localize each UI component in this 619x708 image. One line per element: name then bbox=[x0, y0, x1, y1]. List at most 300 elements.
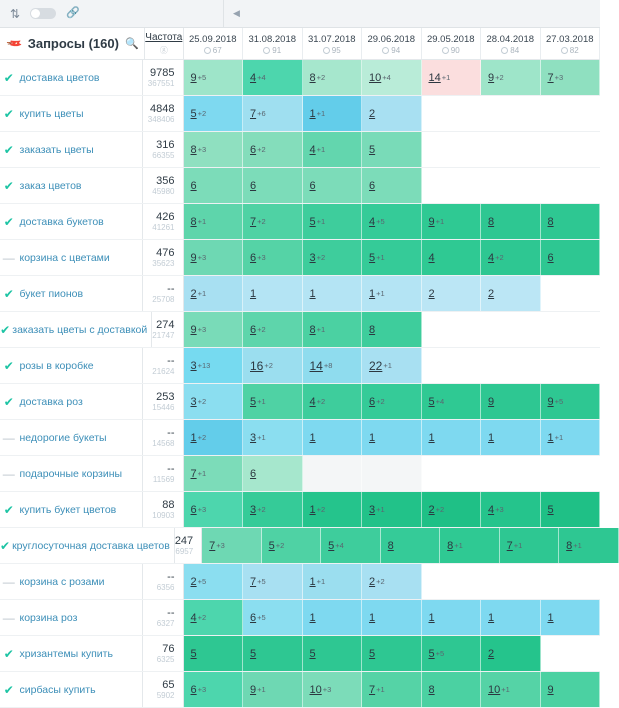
date-header-cell[interactable] bbox=[243, 28, 303, 59]
position-value: 10 bbox=[488, 683, 501, 696]
row-unchecked-icon[interactable] bbox=[0, 564, 18, 599]
position-value: 10 bbox=[369, 71, 382, 84]
position-cell[interactable] bbox=[184, 672, 244, 707]
row-checked-icon[interactable] bbox=[0, 276, 18, 311]
position-cell[interactable] bbox=[303, 456, 363, 491]
position-cell[interactable] bbox=[362, 564, 422, 599]
table-body[interactable] bbox=[0, 60, 600, 700]
position-cell[interactable] bbox=[184, 600, 244, 635]
position-cell[interactable] bbox=[243, 204, 303, 239]
position-cell[interactable] bbox=[422, 204, 482, 239]
position-cell[interactable] bbox=[362, 168, 422, 203]
table-row[interactable] bbox=[0, 600, 600, 636]
position-cell[interactable] bbox=[362, 672, 422, 707]
query-cell[interactable] bbox=[18, 564, 143, 599]
position-cell[interactable] bbox=[481, 96, 541, 131]
table-row[interactable] bbox=[0, 420, 600, 456]
position-value: 5 bbox=[268, 539, 275, 552]
table-row[interactable] bbox=[0, 384, 600, 420]
check-icon: ✔ bbox=[3, 286, 14, 301]
date-header-count bbox=[501, 46, 519, 55]
position-cell[interactable] bbox=[422, 564, 482, 599]
position-cell[interactable] bbox=[541, 132, 601, 167]
position-value: 9 bbox=[547, 395, 554, 408]
position-cell[interactable] bbox=[184, 384, 244, 419]
position-cell[interactable] bbox=[243, 132, 303, 167]
table-row[interactable] bbox=[0, 456, 600, 492]
position-value: 7 bbox=[369, 683, 376, 696]
row-checked-icon[interactable] bbox=[0, 168, 18, 203]
position-cell[interactable] bbox=[303, 168, 363, 203]
position-delta: +2 bbox=[257, 217, 266, 226]
position-cell[interactable] bbox=[541, 672, 601, 707]
position-cell[interactable] bbox=[541, 384, 601, 419]
frequency-subvalue: 5902 bbox=[156, 690, 175, 700]
table-row[interactable] bbox=[0, 276, 600, 312]
position-value: 7 bbox=[506, 539, 513, 552]
date-header-cell[interactable] bbox=[541, 28, 601, 59]
row-checked-icon[interactable] bbox=[0, 132, 18, 167]
frequency-subvalue: 6957 bbox=[175, 546, 194, 556]
position-cell[interactable] bbox=[422, 456, 482, 491]
position-value: 1 bbox=[547, 611, 554, 624]
link-icon[interactable]: 🔗 bbox=[66, 7, 80, 19]
position-cells bbox=[184, 240, 601, 275]
chevron-left-icon[interactable]: ◀ bbox=[233, 8, 240, 18]
row-checked-icon[interactable] bbox=[0, 348, 18, 383]
position-cell[interactable] bbox=[541, 564, 601, 599]
table-row[interactable] bbox=[0, 240, 600, 276]
position-cell[interactable] bbox=[303, 348, 363, 383]
table-row[interactable] bbox=[0, 528, 600, 564]
position-cell[interactable] bbox=[541, 276, 601, 311]
row-checked-icon[interactable] bbox=[0, 636, 18, 671]
position-cell[interactable] bbox=[243, 96, 303, 131]
position-cell[interactable] bbox=[422, 636, 482, 671]
query-text: подарочные корзины bbox=[19, 467, 123, 480]
position-delta: +1 bbox=[573, 541, 582, 550]
position-delta: +2 bbox=[316, 253, 326, 262]
date-header-cell[interactable] bbox=[481, 28, 541, 59]
position-delta: +1 bbox=[435, 217, 445, 226]
position-cell[interactable] bbox=[481, 204, 541, 239]
date-header-count-value: 84 bbox=[510, 46, 520, 55]
position-value: 2 bbox=[369, 575, 376, 588]
position-cell[interactable] bbox=[303, 60, 363, 95]
search-icon[interactable]: 🔍 bbox=[124, 38, 139, 50]
query-cell[interactable] bbox=[18, 456, 143, 491]
position-cell[interactable] bbox=[362, 240, 422, 275]
position-cell[interactable] bbox=[362, 132, 422, 167]
frequency-value: 76 bbox=[162, 642, 175, 655]
position-value: 8 bbox=[428, 683, 435, 696]
position-cells bbox=[184, 564, 601, 599]
position-value: 1 bbox=[309, 107, 316, 120]
position-delta: +1 bbox=[554, 433, 564, 442]
position-cell[interactable] bbox=[381, 528, 441, 563]
date-header-group bbox=[184, 28, 601, 59]
table-row[interactable] bbox=[0, 132, 600, 168]
frequency-cell bbox=[143, 348, 184, 383]
position-cell[interactable] bbox=[184, 168, 244, 203]
position-cell[interactable] bbox=[481, 492, 541, 527]
position-cell[interactable] bbox=[243, 168, 303, 203]
position-value: 1 bbox=[190, 431, 197, 444]
position-cell[interactable] bbox=[541, 348, 601, 383]
position-cells bbox=[184, 96, 601, 131]
position-cell[interactable] bbox=[481, 276, 541, 311]
toolbar bbox=[0, 0, 600, 28]
frequency-subvalue: 348406 bbox=[147, 114, 175, 124]
row-checked-icon[interactable] bbox=[0, 672, 18, 707]
position-cell[interactable] bbox=[362, 276, 422, 311]
position-value: 6 bbox=[190, 503, 197, 516]
position-cell[interactable] bbox=[243, 564, 303, 599]
row-unchecked-icon[interactable] bbox=[0, 240, 18, 275]
date-header-count-value: 82 bbox=[569, 46, 579, 55]
date-header-count-value: 90 bbox=[450, 46, 460, 55]
position-value: 8 bbox=[309, 323, 316, 336]
position-cell[interactable] bbox=[243, 276, 303, 311]
position-value: 10 bbox=[309, 683, 322, 696]
position-delta: +1 bbox=[376, 289, 385, 298]
position-cell[interactable] bbox=[184, 276, 244, 311]
row-checked-icon[interactable] bbox=[0, 528, 10, 563]
position-cell[interactable] bbox=[541, 420, 601, 455]
row-checked-icon[interactable] bbox=[0, 312, 10, 347]
date-header-count bbox=[382, 46, 400, 55]
position-cell[interactable] bbox=[422, 132, 482, 167]
position-value: 3 bbox=[190, 359, 197, 372]
position-value: 1 bbox=[309, 287, 316, 300]
position-cell[interactable] bbox=[422, 276, 482, 311]
row-checked-icon[interactable] bbox=[0, 492, 18, 527]
position-cell[interactable] bbox=[243, 420, 303, 455]
position-delta: +1 bbox=[316, 109, 326, 118]
position-cell[interactable] bbox=[422, 168, 482, 203]
date-header-cell[interactable] bbox=[422, 28, 482, 59]
frequency-value: 4848 bbox=[150, 102, 175, 115]
position-cell[interactable] bbox=[422, 240, 482, 275]
date-header-count-value: 91 bbox=[272, 46, 282, 55]
frequency-header-sub: ⓖ bbox=[159, 45, 168, 55]
query-cell[interactable] bbox=[18, 240, 143, 275]
position-cell[interactable] bbox=[184, 636, 244, 671]
clock-icon bbox=[382, 47, 389, 54]
table-row[interactable] bbox=[0, 168, 600, 204]
position-cell[interactable] bbox=[321, 528, 381, 563]
frequency-cell bbox=[143, 276, 184, 311]
position-value: 9 bbox=[547, 683, 554, 696]
check-icon: ✔ bbox=[0, 322, 11, 337]
row-checked-icon[interactable] bbox=[0, 204, 18, 239]
query-text: букет пионов bbox=[19, 287, 84, 300]
query-cell[interactable] bbox=[18, 636, 143, 671]
position-cell[interactable] bbox=[303, 492, 363, 527]
position-cell[interactable] bbox=[440, 528, 500, 563]
position-cell[interactable] bbox=[422, 420, 482, 455]
query-cell[interactable] bbox=[18, 276, 143, 311]
position-cell[interactable] bbox=[184, 60, 244, 95]
query-cell[interactable] bbox=[18, 420, 143, 455]
position-value: 9 bbox=[190, 323, 197, 336]
table-row[interactable] bbox=[0, 312, 600, 348]
position-cell[interactable] bbox=[184, 348, 244, 383]
frequency-subvalue: 66355 bbox=[152, 150, 175, 160]
position-delta: +1 bbox=[197, 217, 207, 226]
position-cell[interactable] bbox=[303, 636, 363, 671]
table-row[interactable] bbox=[0, 60, 600, 96]
position-value: 6 bbox=[250, 143, 257, 156]
query-cell[interactable] bbox=[18, 96, 143, 131]
position-cell[interactable] bbox=[541, 600, 601, 635]
position-value: 7 bbox=[250, 107, 257, 120]
row-checked-icon[interactable] bbox=[0, 96, 18, 131]
position-cell[interactable] bbox=[243, 240, 303, 275]
query-cell[interactable] bbox=[18, 204, 143, 239]
table-row[interactable] bbox=[0, 348, 600, 384]
position-value: 5 bbox=[328, 539, 335, 552]
dash-icon: — bbox=[2, 466, 15, 481]
position-cell[interactable] bbox=[184, 132, 244, 167]
position-cell[interactable] bbox=[243, 60, 303, 95]
position-cell[interactable] bbox=[303, 240, 363, 275]
sort-icon[interactable]: ⇅ bbox=[10, 6, 21, 21]
date-header-cell[interactable] bbox=[184, 28, 244, 59]
position-cell[interactable] bbox=[422, 348, 482, 383]
query-cell[interactable] bbox=[18, 348, 143, 383]
position-cell[interactable] bbox=[559, 528, 619, 563]
position-delta: +3 bbox=[216, 541, 225, 550]
position-cell[interactable] bbox=[184, 456, 244, 491]
query-cell[interactable] bbox=[18, 132, 143, 167]
position-cell[interactable] bbox=[303, 204, 363, 239]
position-cell[interactable] bbox=[362, 96, 422, 131]
position-cell[interactable] bbox=[243, 492, 303, 527]
position-cell[interactable] bbox=[303, 384, 363, 419]
position-cell[interactable] bbox=[184, 312, 244, 347]
position-delta: +6 bbox=[257, 109, 266, 118]
position-cell[interactable] bbox=[362, 600, 422, 635]
clock-icon bbox=[501, 47, 508, 54]
table-row[interactable] bbox=[0, 204, 600, 240]
position-value: 4 bbox=[190, 611, 197, 624]
position-cell[interactable] bbox=[422, 672, 482, 707]
position-delta: +5 bbox=[197, 577, 207, 586]
position-value: 7 bbox=[209, 539, 216, 552]
position-cell[interactable] bbox=[303, 96, 363, 131]
position-cell[interactable] bbox=[541, 492, 601, 527]
position-cell[interactable] bbox=[243, 348, 303, 383]
position-value: 16 bbox=[250, 358, 264, 373]
position-cell[interactable] bbox=[303, 672, 363, 707]
position-cell[interactable] bbox=[184, 564, 244, 599]
position-cell[interactable] bbox=[481, 636, 541, 671]
position-value: 6 bbox=[250, 611, 257, 624]
position-value: 8 bbox=[309, 71, 316, 84]
position-cell[interactable] bbox=[262, 528, 322, 563]
position-cell[interactable] bbox=[422, 600, 482, 635]
position-cell[interactable] bbox=[184, 492, 244, 527]
date-header-date: 29.05.2018 bbox=[426, 34, 475, 45]
position-cell[interactable] bbox=[481, 168, 541, 203]
position-cell[interactable] bbox=[362, 60, 422, 95]
position-cell[interactable] bbox=[303, 132, 363, 167]
position-cell[interactable] bbox=[422, 312, 482, 347]
position-cell[interactable] bbox=[303, 420, 363, 455]
position-delta: +2 bbox=[264, 361, 273, 370]
position-cell[interactable] bbox=[243, 456, 303, 491]
frequency-subvalue: 367551 bbox=[147, 78, 175, 88]
toggle-switch-icon[interactable] bbox=[30, 8, 56, 19]
position-cell[interactable] bbox=[303, 600, 363, 635]
query-cell[interactable] bbox=[18, 168, 143, 203]
position-delta: +1 bbox=[454, 541, 463, 550]
position-cell[interactable] bbox=[303, 564, 363, 599]
toolbar-left-group bbox=[0, 0, 224, 27]
position-cell[interactable] bbox=[541, 96, 601, 131]
position-value: 1 bbox=[309, 431, 316, 444]
position-cell[interactable] bbox=[362, 420, 422, 455]
position-cell[interactable] bbox=[481, 600, 541, 635]
row-unchecked-icon[interactable] bbox=[0, 456, 18, 491]
position-cell[interactable] bbox=[362, 384, 422, 419]
frequency-subvalue: 21624 bbox=[152, 366, 175, 376]
position-delta: +2 bbox=[275, 541, 285, 550]
query-cell[interactable] bbox=[18, 672, 143, 707]
position-cell[interactable] bbox=[481, 132, 541, 167]
query-text: заказ цветов bbox=[19, 179, 82, 192]
query-cell[interactable] bbox=[10, 312, 152, 347]
position-value: 14 bbox=[428, 71, 441, 84]
position-value: 5 bbox=[369, 251, 376, 264]
position-cell[interactable] bbox=[422, 384, 482, 419]
position-cell[interactable] bbox=[481, 564, 541, 599]
frequency-header-cell[interactable] bbox=[145, 28, 183, 59]
table-row[interactable] bbox=[0, 636, 600, 672]
position-delta: +2 bbox=[257, 325, 266, 334]
date-header-date: 31.08.2018 bbox=[248, 34, 297, 45]
position-cell[interactable] bbox=[362, 348, 422, 383]
frequency-cell bbox=[143, 420, 184, 455]
position-value: 5 bbox=[369, 143, 376, 156]
position-cell[interactable] bbox=[243, 384, 303, 419]
position-delta: +2 bbox=[316, 397, 326, 406]
position-cell[interactable] bbox=[541, 240, 601, 275]
table-row[interactable] bbox=[0, 672, 600, 708]
frequency-value: 476 bbox=[156, 246, 175, 259]
position-cell[interactable] bbox=[243, 672, 303, 707]
position-value: 6 bbox=[547, 251, 554, 264]
position-value: 5 bbox=[190, 647, 197, 660]
position-cell[interactable] bbox=[481, 240, 541, 275]
position-cell[interactable] bbox=[362, 492, 422, 527]
position-delta: +2 bbox=[257, 505, 266, 514]
position-cell[interactable] bbox=[541, 204, 601, 239]
position-cell[interactable] bbox=[362, 456, 422, 491]
frequency-subvalue: 45980 bbox=[152, 186, 175, 196]
query-text: корзина с розами bbox=[19, 575, 105, 588]
position-delta: +5 bbox=[257, 613, 266, 622]
position-cell[interactable] bbox=[541, 456, 601, 491]
position-cell[interactable] bbox=[243, 636, 303, 671]
position-cell[interactable] bbox=[422, 492, 482, 527]
position-cell[interactable] bbox=[362, 312, 422, 347]
position-cell[interactable] bbox=[481, 312, 541, 347]
position-value: 4 bbox=[309, 143, 316, 156]
position-cells bbox=[202, 528, 619, 563]
query-cell[interactable] bbox=[18, 492, 143, 527]
position-cell[interactable] bbox=[362, 204, 422, 239]
position-cell[interactable] bbox=[541, 312, 601, 347]
query-cell[interactable] bbox=[10, 528, 175, 563]
date-header-cell[interactable] bbox=[303, 28, 363, 59]
query-cell[interactable] bbox=[18, 60, 143, 95]
query-cell[interactable] bbox=[18, 384, 143, 419]
frequency-cell bbox=[143, 204, 184, 239]
clock-icon bbox=[442, 47, 449, 54]
position-cell[interactable] bbox=[481, 384, 541, 419]
position-cell[interactable] bbox=[362, 636, 422, 671]
position-cell[interactable] bbox=[541, 636, 601, 671]
position-cell[interactable] bbox=[481, 456, 541, 491]
position-cell[interactable] bbox=[541, 168, 601, 203]
position-cell[interactable] bbox=[481, 60, 541, 95]
position-cell[interactable] bbox=[481, 672, 541, 707]
position-cell[interactable] bbox=[541, 60, 601, 95]
row-unchecked-icon[interactable] bbox=[0, 420, 18, 455]
position-delta: +4 bbox=[335, 541, 344, 550]
query-cell[interactable] bbox=[18, 600, 143, 635]
position-value: 9 bbox=[488, 395, 495, 408]
row-checked-icon[interactable] bbox=[0, 60, 18, 95]
position-cell[interactable] bbox=[202, 528, 262, 563]
position-cell[interactable] bbox=[184, 204, 244, 239]
date-header-cell[interactable] bbox=[362, 28, 422, 59]
frequency-subvalue: 35623 bbox=[152, 258, 175, 268]
position-cell[interactable] bbox=[184, 96, 244, 131]
frequency-cell bbox=[143, 240, 184, 275]
position-cell[interactable] bbox=[243, 312, 303, 347]
position-cell[interactable] bbox=[303, 312, 363, 347]
position-cells bbox=[184, 384, 601, 419]
position-delta: +1 bbox=[316, 145, 326, 154]
position-cell[interactable] bbox=[422, 60, 482, 95]
row-unchecked-icon[interactable] bbox=[0, 600, 18, 635]
frequency-cell bbox=[175, 528, 202, 563]
position-cell[interactable] bbox=[481, 420, 541, 455]
position-cell[interactable] bbox=[243, 600, 303, 635]
position-cell[interactable] bbox=[184, 420, 244, 455]
position-cell[interactable] bbox=[303, 276, 363, 311]
table-row[interactable] bbox=[0, 96, 600, 132]
row-checked-icon[interactable] bbox=[0, 384, 18, 419]
position-value: 6 bbox=[309, 179, 316, 192]
position-cell[interactable] bbox=[184, 240, 244, 275]
position-cell[interactable] bbox=[500, 528, 560, 563]
position-cell[interactable] bbox=[481, 348, 541, 383]
position-cell[interactable] bbox=[422, 96, 482, 131]
check-icon: ✔ bbox=[3, 106, 14, 121]
check-icon: ✔ bbox=[3, 214, 14, 229]
position-value: 1 bbox=[428, 431, 435, 444]
position-value: 6 bbox=[250, 467, 257, 480]
position-delta: +2 bbox=[316, 505, 326, 514]
position-value: 1 bbox=[547, 431, 554, 444]
table-row[interactable] bbox=[0, 564, 600, 600]
dash-icon: — bbox=[2, 610, 15, 625]
table-row[interactable] bbox=[0, 492, 600, 528]
